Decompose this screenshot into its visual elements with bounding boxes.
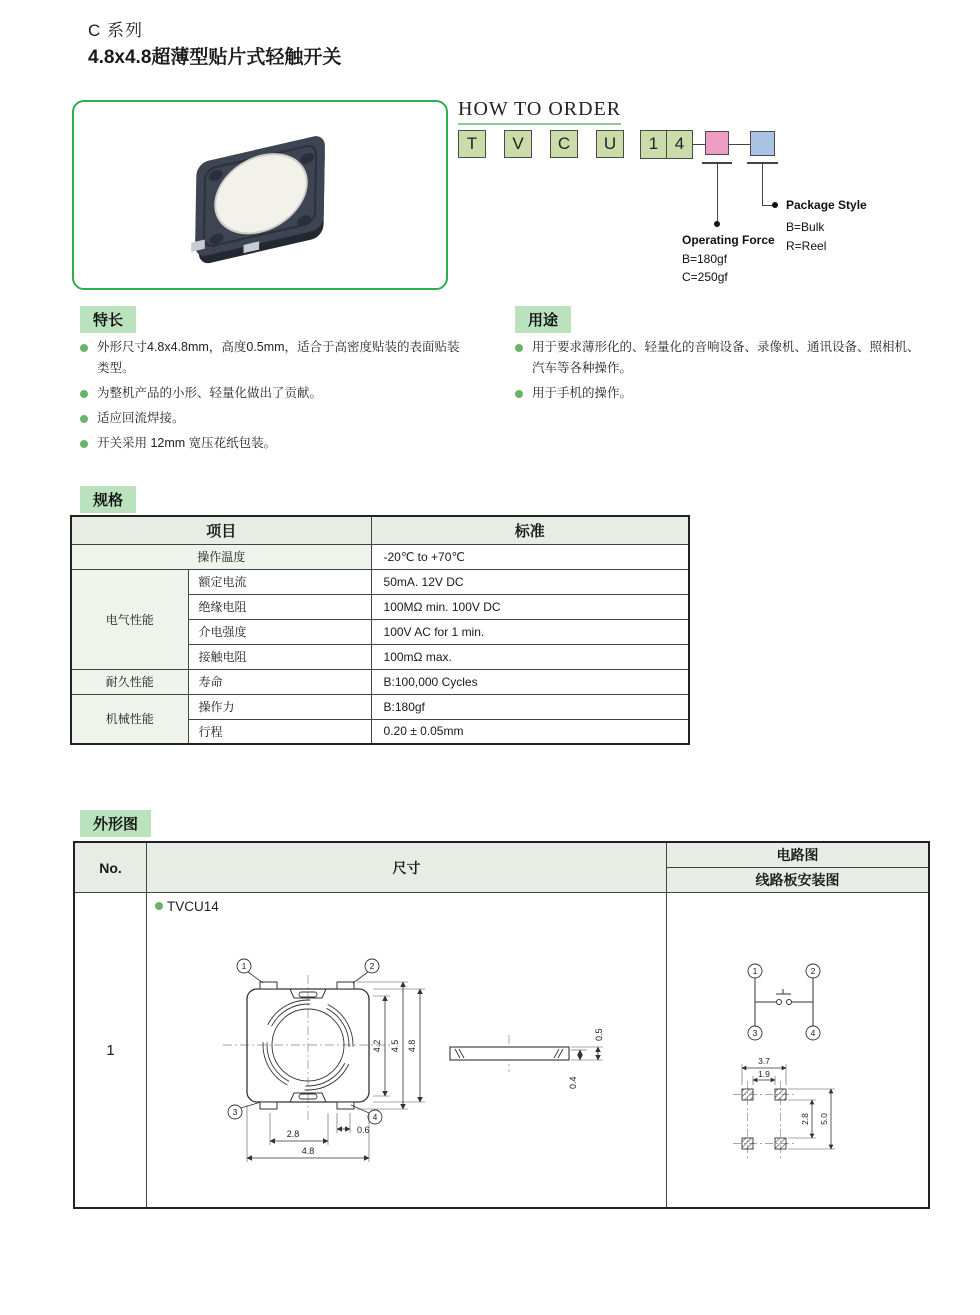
code-box-c: C — [550, 130, 578, 158]
application-text: 用于手机的操作。 — [532, 386, 633, 400]
specs-col-item: 项目 — [71, 516, 371, 544]
package-style-label: Package Style — [786, 198, 867, 212]
pin-number: 3 — [752, 1028, 758, 1038]
model-number: TVCU14 — [167, 899, 219, 914]
spec-value: 50mA. 12V DC — [371, 569, 689, 594]
pin-number: 1 — [752, 966, 758, 976]
outline-col-no: No. — [75, 843, 147, 893]
pin-number: 4 — [810, 1028, 816, 1038]
applications-heading: 用途 — [515, 306, 571, 333]
spec-group: 耐久性能 — [71, 669, 188, 694]
spec-label: 操作温度 — [71, 544, 371, 569]
package-style-option: B=Bulk — [786, 220, 825, 234]
feature-text: 开关采用 12mm 宽压花纸包装。 — [97, 436, 277, 450]
code-box-1: 1 — [640, 130, 667, 159]
dim-label: 2.8 — [800, 1113, 810, 1125]
feature-text: 适应回流焊接。 — [97, 411, 185, 425]
feature-item — [80, 433, 472, 454]
dim-label: 3.7 — [758, 1056, 770, 1066]
bullet-icon — [80, 440, 88, 448]
spec-label: 寿命 — [188, 669, 371, 694]
product-photo-frame — [72, 100, 448, 290]
leader-dot — [714, 221, 720, 227]
dim-label: 4.8 — [407, 1039, 417, 1053]
pin-number: 2 — [369, 961, 375, 971]
dim-label: 4.2 — [372, 1039, 382, 1053]
code-box-4: 4 — [666, 130, 693, 159]
pin-number: 3 — [232, 1107, 238, 1117]
specs-table — [70, 515, 690, 745]
how-to-order-heading: HOW TO ORDER — [458, 98, 621, 125]
outline-col-pcb: 线路板安装图 — [667, 868, 928, 893]
specs-col-standard: 标准 — [371, 516, 689, 544]
spec-group: 电气性能 — [71, 569, 188, 669]
outline-heading: 外形图 — [80, 810, 151, 837]
outline-row-no: 1 — [75, 893, 147, 1207]
leader-line — [717, 162, 718, 223]
bullet-icon — [80, 344, 88, 352]
dim-label: 4.5 — [390, 1039, 400, 1053]
code-box-u: U — [596, 130, 624, 158]
page-title: 4.8x4.8超薄型贴片式轻触开关 — [88, 47, 342, 68]
spec-value: 0.20 ± 0.05mm — [371, 719, 689, 744]
feature-item — [80, 383, 472, 404]
bullet-icon — [80, 390, 88, 398]
feature-text: 外形尺寸4.8x4.8mm，高度0.5mm，适合于高密度贴装的表面贴装类型。 — [97, 340, 460, 375]
pin-number: 2 — [810, 966, 816, 976]
features-list — [80, 337, 472, 458]
top-view-drawing — [187, 945, 437, 1190]
bullet-icon — [155, 902, 163, 910]
connector-line — [729, 144, 750, 145]
spec-value: 100V AC for 1 min. — [371, 619, 689, 644]
features-heading: 特长 — [80, 306, 136, 333]
dim-label: 4.8 — [301, 1146, 315, 1156]
code-box-t: T — [458, 130, 486, 158]
spec-label: 操作力 — [188, 694, 371, 719]
leader-line — [762, 162, 763, 205]
model-line — [155, 899, 219, 914]
operating-force-box — [705, 131, 729, 155]
spec-label: 行程 — [188, 719, 371, 744]
package-style-option: R=Reel — [786, 239, 827, 253]
circuit-pcb-cell — [667, 893, 928, 1207]
outline-table — [73, 841, 930, 1209]
pin-number: 4 — [372, 1112, 378, 1122]
bullet-icon — [515, 390, 523, 398]
feature-item — [80, 408, 472, 429]
operating-force-option: C=250gf — [682, 270, 728, 284]
spec-label: 额定电流 — [188, 569, 371, 594]
spec-label: 接触电阻 — [188, 644, 371, 669]
spec-value: 100mΩ max. — [371, 644, 689, 669]
bullet-icon — [515, 344, 523, 352]
dim-label: 2.8 — [286, 1129, 300, 1139]
pin-number: 1 — [241, 961, 247, 971]
side-view-drawing — [447, 1015, 622, 1100]
circuit-diagram — [729, 955, 854, 1055]
application-text: 用于要求薄形化的、轻量化的音响设备、录像机、通讯设备、照相机、汽车等各种操作。 — [532, 340, 920, 375]
dim-label: 0.6 — [357, 1125, 370, 1135]
dim-label: 5.0 — [819, 1113, 829, 1125]
spec-label: 介电强度 — [188, 619, 371, 644]
operating-force-label: Operating Force — [682, 233, 775, 247]
spec-value: -20℃ to +70℃ — [371, 544, 689, 569]
product-photo — [74, 102, 446, 286]
spec-value: B:180gf — [371, 694, 689, 719]
feature-item — [80, 337, 472, 379]
dimension-drawing-cell — [147, 893, 667, 1207]
application-item — [515, 383, 925, 404]
spec-value: 100MΩ min. 100V DC — [371, 594, 689, 619]
outline-col-dimensions: 尺寸 — [147, 843, 667, 893]
spec-value: B:100,000 Cycles — [371, 669, 689, 694]
dim-label: 1.9 — [758, 1069, 770, 1079]
spec-label: 绝缘电阻 — [188, 594, 371, 619]
application-item — [515, 337, 925, 379]
spec-group: 机械性能 — [71, 694, 188, 744]
operating-force-option: B=180gf — [682, 252, 728, 266]
connector-line — [693, 144, 705, 145]
dim-label: 0.5 — [594, 1028, 604, 1041]
series-title: C 系列 — [88, 21, 143, 40]
package-style-box — [750, 131, 775, 156]
feature-text: 为整机产品的小形、轻量化做出了贡献。 — [97, 386, 323, 400]
outline-col-circuit: 电路图 — [667, 843, 928, 868]
specs-heading: 规格 — [80, 486, 136, 513]
leader-dot — [772, 202, 778, 208]
dim-label: 0.4 — [568, 1076, 578, 1089]
applications-list — [515, 337, 925, 408]
pcb-layout-diagram — [725, 1051, 880, 1171]
code-box-v: V — [504, 130, 532, 158]
bullet-icon — [80, 415, 88, 423]
